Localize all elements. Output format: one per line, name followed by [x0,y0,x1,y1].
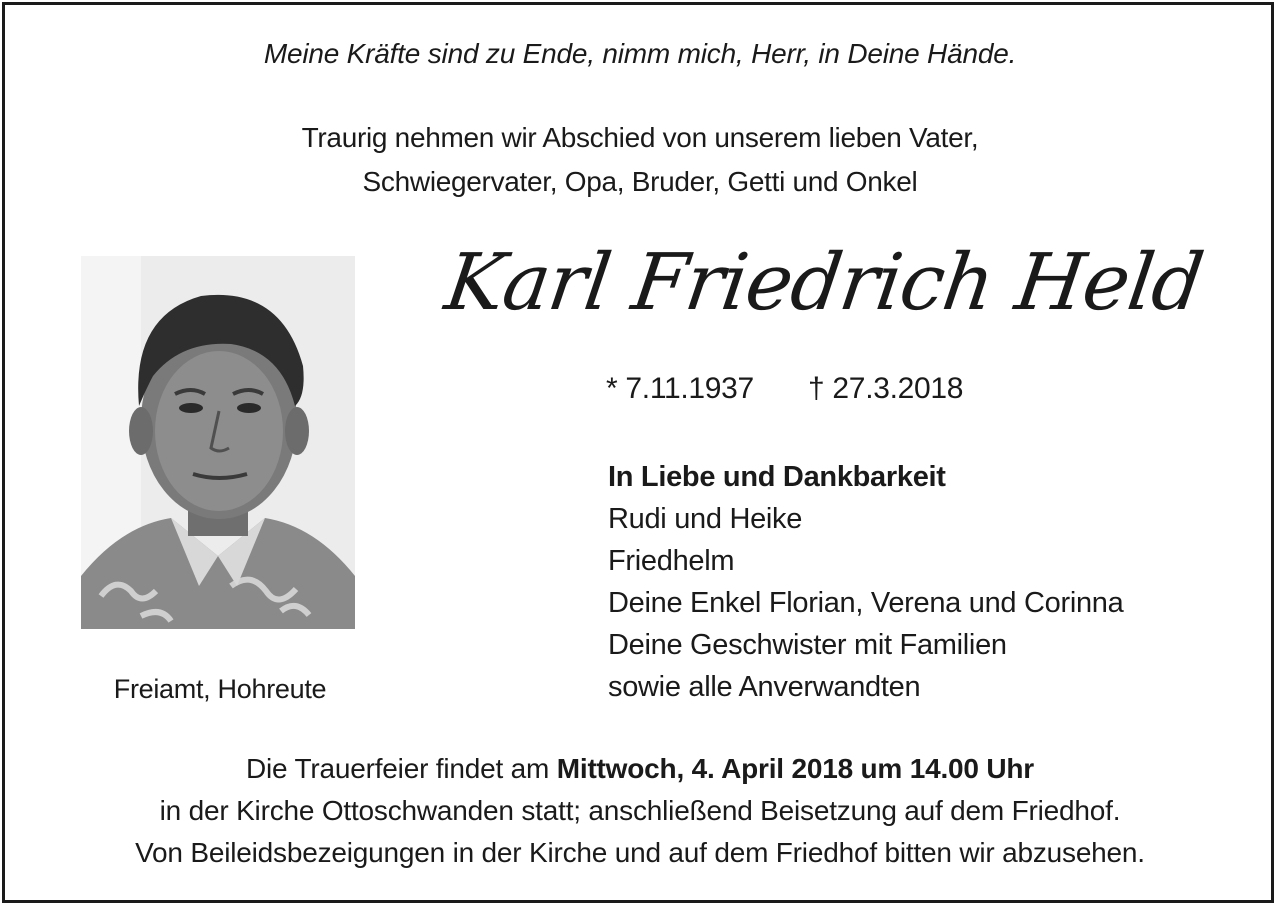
mourner-line: Deine Geschwister mit Familien [608,629,1007,661]
intro-line-2: Schwiegervater, Opa, Bruder, Getti und Onkel [362,166,918,197]
mourner-line: sowie alle Anverwandten [608,671,921,703]
death-date: † 27.3.2018 [808,372,964,405]
deceased-name: Karl Friedrich Held [440,238,1208,328]
mourner-line: Friedhelm [608,545,735,577]
intro-line-1: Traurig nehmen wir Abschied von unserem lieben Vater, [301,122,979,153]
mourners-list [608,456,1228,708]
service-line-2: in der Kirche Ottoschwanden statt; anschließend Beisetzung auf dem Friedhof. [159,795,1121,826]
service-line-3: Von Beileidsbezeigungen in der Kirche und auf dem Friedhof bitten wir abzusehen. [135,837,1145,868]
life-dates [606,372,963,406]
bible-verse: Meine Kräfte sind zu Ende, nimm mich, Herr, in Deine Hände. [263,38,1017,69]
service-prefix: Die Trauerfeier findet am [246,753,557,784]
residence: Freiamt, Hohreute [113,674,327,704]
service-line-1 [0,748,1280,790]
service-datetime: Mittwoch, 4. April 2018 um 14.00 Uhr [556,753,1034,784]
funeral-service-info [0,748,1280,874]
mourner-line: Rudi und Heike [608,503,803,535]
mourner-line: Deine Enkel Florian, Verena und Corinna [608,587,1124,619]
birth-date: * 7.11.1937 [606,372,754,405]
intro-text [0,116,1280,204]
mourners-heading: In Liebe und Dankbarkeit [608,461,946,493]
portrait-photo [81,256,355,629]
